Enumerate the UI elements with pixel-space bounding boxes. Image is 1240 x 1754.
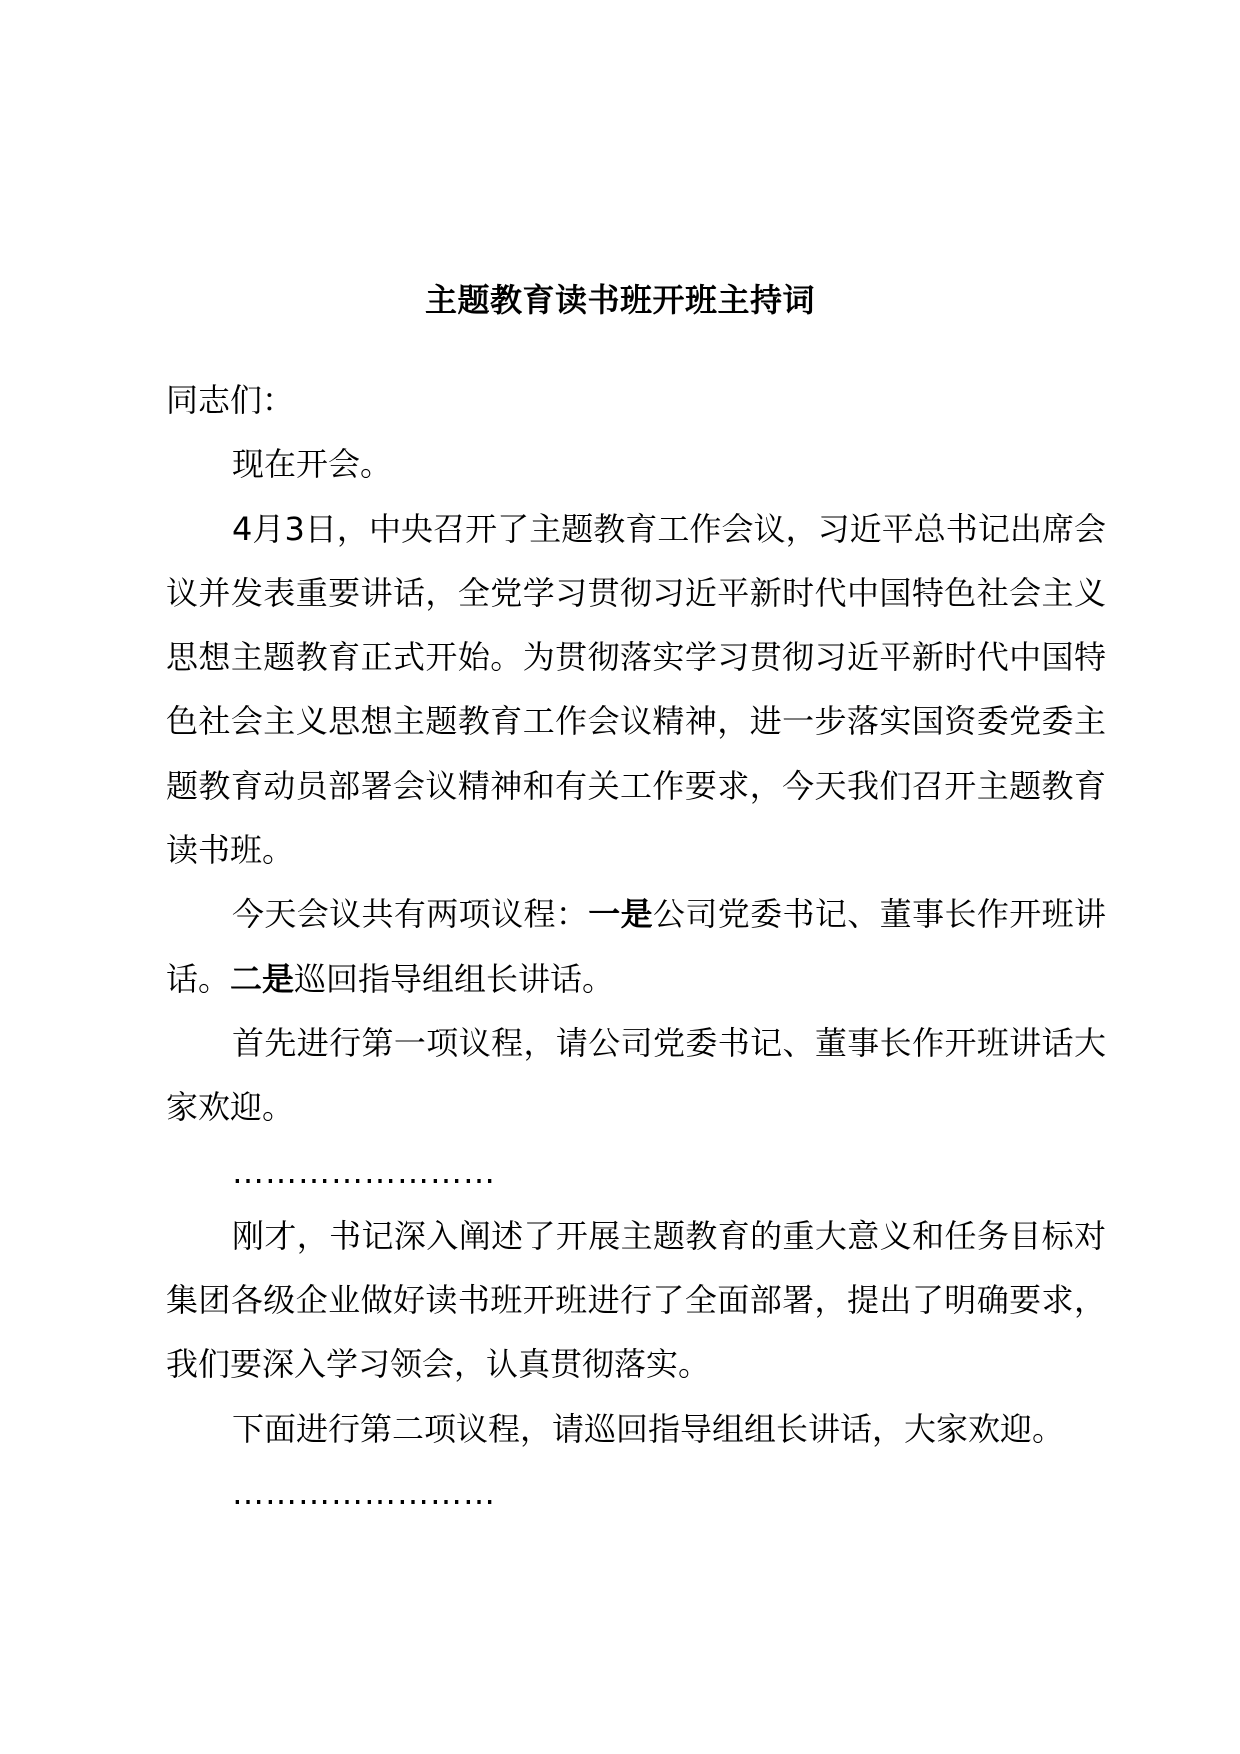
salutation: 同志们： [166,381,295,419]
agenda-second-marker: 二是 [230,959,295,998]
paragraph-opening: 现在开会。 [232,445,393,484]
paragraph-second-agenda: 下面进行第二项议程，请巡回指导组组长讲话，大家欢迎。 [232,1409,1065,1448]
paragraph-agenda [166,882,1106,1011]
document-title: 主题教育读书班开班主持词 [424,281,815,319]
agenda-first-marker: 一是 [588,895,653,934]
paragraph-background: 4月3日，中央召开了主题教育工作会议，习近平总书记出席会议并发表重要讲话，全党学习贯彻习近平新时代中国特色社会主义思想主题教育正式开始。为贯彻落实学习贯彻习近平新时代中国特色社会主义思想主题教育工作会议精神，进一步落实国资委党委主题教育动员部署会议精神和有关工作要求，今天我们召开主题教育读书班。 [166,509,1106,870]
ellipsis-first: …………………… [232,1152,496,1191]
paragraph-first-agenda: 首先进行第一项议程，请公司党委书记、董事长作开班讲话大家欢迎。 [166,1023,1106,1127]
agenda-second-item: 巡回指导组组长讲话。 [294,959,615,998]
document-body [166,368,1106,1525]
ellipsis-second: …………………… [232,1474,496,1513]
paragraph-summary: 刚才，书记深入阐述了开展主题教育的重大意义和任务目标对集团各级企业做好读书班开班进行了全面部署，提出了明确要求，我们要深入学习领会，认真贯彻落实。 [166,1216,1106,1384]
agenda-lead: 今天会议共有两项议程： [232,895,589,934]
agenda-first-item: 公司党委书记、董事长作开班讲话。 [166,895,1106,998]
